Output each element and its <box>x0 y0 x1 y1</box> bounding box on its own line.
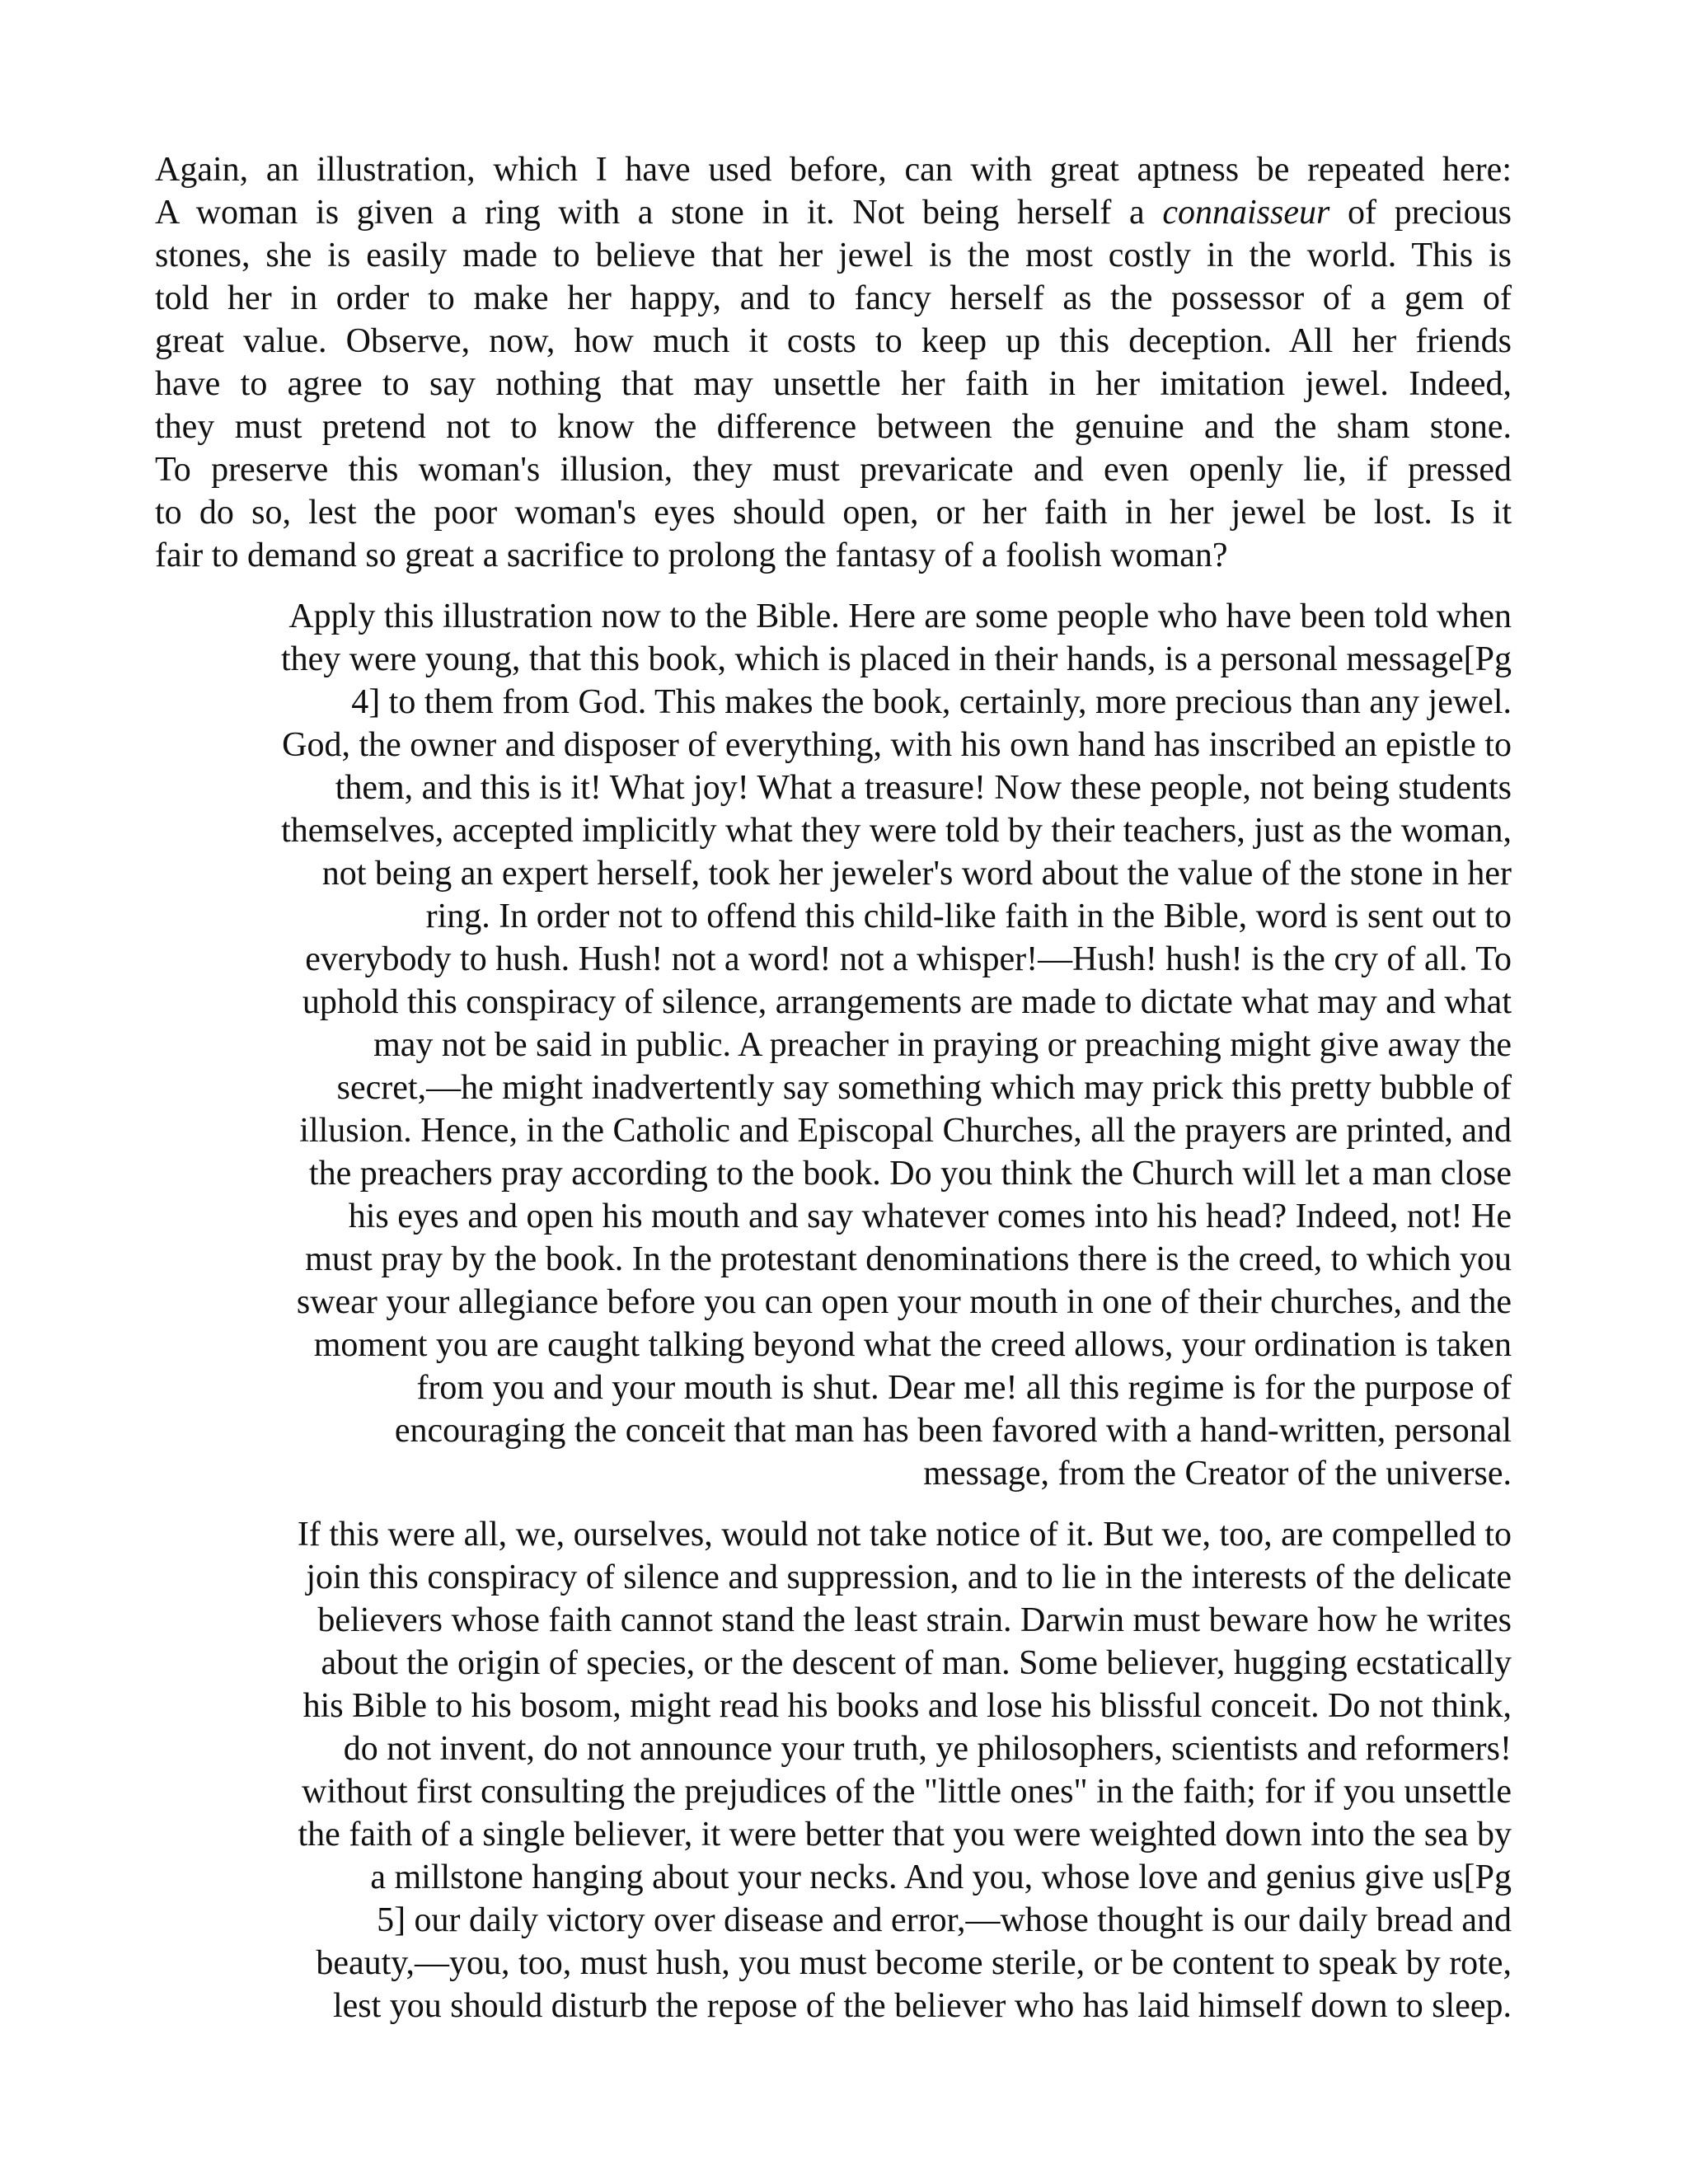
text-line: without first consulting the prejudices of the "little ones" in the faith; for if you unsettle <box>302 1773 1512 1811</box>
text-line: secret,—he might inadvertently say something which may prick this pretty bubble of <box>336 1069 1512 1107</box>
text-line: to do so, lest the poor woman's eyes should open, or her faith in her jewel be lost. Is it <box>155 494 1512 532</box>
text-line: encouraging the conceit that man has been favored with a hand-written, personal <box>394 1412 1512 1450</box>
text-line: do not invent, do not announce your truth, ye philosophers, scientists and reformers! <box>343 1730 1512 1768</box>
document-page <box>155 148 1512 2046</box>
text-line: Again, an illustration, which I have used before, can with great aptness be repeated here: <box>155 151 1512 189</box>
text-line: 5] our daily victory over disease and error,—whose thought is our daily bread and <box>377 1901 1512 1939</box>
text-line: everybody to hush. Hush! not a word! not a whisper!—Hush! hush! is the cry of all. To <box>305 940 1512 978</box>
text-line: from you and your mouth is shut. Dear me! all this regime is for the purpose of <box>416 1369 1512 1407</box>
paragraph-conspiracy-of-silence <box>155 1513 1512 2027</box>
text-line: may not be said in public. A preacher in praying or preaching might give away the <box>373 1026 1512 1064</box>
text-line: told her in order to make her happy, and to fancy herself as the possessor of a gem of <box>155 279 1512 317</box>
text-line: his eyes and open his mouth and say whatever comes into his head? Indeed, not! He <box>348 1197 1512 1235</box>
text-line: join this conspiracy of silence and suppression, and to lie in the interests of the delicate <box>306 1558 1512 1596</box>
text-line: lest you should disturb the repose of the believer who has laid himself down to sleep. <box>332 1987 1512 2025</box>
text-line: If this were all, we, ourselves, would not take notice of it. But we, too, are compelled to <box>297 1516 1512 1554</box>
paragraph-jewel-illustration <box>155 148 1512 577</box>
text-line: message, from the Creator of the universe. <box>923 1455 1512 1493</box>
italic-term: connaisseur <box>1162 194 1330 232</box>
text-line: 4] to them from God. This makes the book, certainly, more precious than any jewel. <box>351 683 1512 721</box>
text-line: fair to demand so great a sacrifice to prolong the fantasy of a foolish woman? <box>155 537 1228 574</box>
text-line: To preserve this woman's illusion, they must prevaricate and even openly lie, if pressed <box>155 451 1512 489</box>
text-line: themselves, accepted implicitly what they were told by their teachers, just as the woman, <box>281 812 1512 850</box>
text-line: the faith of a single believer, it were better that you were weighted down into the sea by <box>298 1816 1512 1854</box>
paragraph-bible-application <box>155 595 1512 1495</box>
text-line: must pray by the book. In the protestant denominations there is the creed, to which you <box>305 1240 1512 1278</box>
text-line: illusion. Hence, in the Catholic and Episcopal Churches, all the prayers are printed, and <box>299 1112 1512 1150</box>
text-line: beauty,—you, too, must hush, you must become sterile, or be content to speak by rote, <box>316 1944 1512 1982</box>
text-line: not being an expert herself, took her jeweler's word about the value of the stone in her <box>321 855 1512 893</box>
text-line: they must pretend not to know the difference between the genuine and the sham stone. <box>155 408 1512 446</box>
text-line: uphold this conspiracy of silence, arrangements are made to dictate what may and what <box>302 983 1512 1021</box>
text-line: A woman is given a ring with a stone in it. Not being herself a connaisseur of precious <box>155 194 1512 232</box>
text-line: moment you are caught talking beyond what the creed allows, your ordination is taken <box>313 1326 1512 1364</box>
text-line: have to agree to say nothing that may unsettle her faith in her imitation jewel. Indeed, <box>155 365 1512 403</box>
text-line: they were young, that this book, which is placed in their hands, is a personal message[Pg <box>280 640 1512 678</box>
text-line: ring. In order not to offend this child-like faith in the Bible, word is sent out to <box>425 898 1512 935</box>
text-line: a millstone hanging about your necks. And you, whose love and genius give us[Pg <box>370 1858 1512 1896</box>
text-line: stones, she is easily made to believe that her jewel is the most costly in the world. This is <box>155 237 1512 274</box>
text-line: about the origin of species, or the descent of man. Some believer, hugging ecstatically <box>321 1644 1512 1682</box>
text-line: them, and this is it! What joy! What a treasure! Now these people, not being students <box>335 769 1512 807</box>
text-line: the preachers pray according to the book. Do you think the Church will let a man close <box>308 1155 1512 1193</box>
text-line: believers whose faith cannot stand the least strain. Darwin must beware how he writes <box>317 1601 1512 1639</box>
text-line: his Bible to his bosom, might read his books and lose his blissful conceit. Do not think, <box>302 1687 1512 1725</box>
text-line: great value. Observe, now, how much it costs to keep up this deception. All her friends <box>155 322 1512 360</box>
text-line: Apply this illustration now to the Bible. Here are some people who have been told when <box>288 598 1512 635</box>
text-line: God, the owner and disposer of everything, with his own hand has inscribed an epistle to <box>282 726 1512 764</box>
text-line: swear your allegiance before you can open your mouth in one of their churches, and the <box>296 1283 1512 1321</box>
